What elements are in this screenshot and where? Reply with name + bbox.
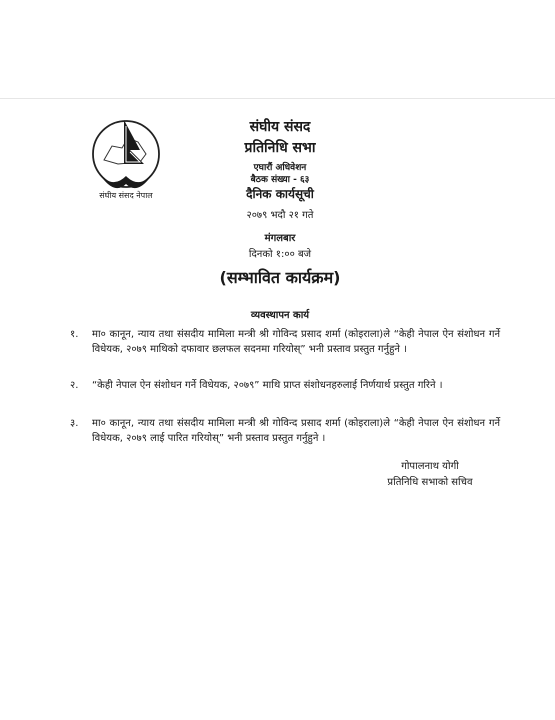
signatory-position: प्रतिनिधि सभाको सचिव	[387, 477, 473, 488]
agenda-item-number: १.	[70, 329, 79, 340]
agenda-title: (सम्भावित कार्यक्रम)	[219, 268, 341, 287]
time-label: दिनको १:०० बजे	[248, 249, 312, 260]
title-house-of-representatives: प्रतिनिधि सभा	[244, 140, 316, 156]
weekday-label: मंगलबार	[264, 233, 296, 244]
logo-emblem-icon	[78, 114, 174, 204]
agenda-item-number: २.	[70, 380, 79, 391]
agenda-item-1	[70, 327, 500, 357]
agenda-item-number: ३.	[70, 418, 79, 429]
signatory-name: गोपालनाथ योगी	[401, 461, 459, 472]
daily-schedule-title: दैनिक कार्यसूची	[246, 187, 314, 201]
agenda-item-text: “केही नेपाल ऐन संशोधन गर्ने विधेयक, २०७९” माथि प्राप्त संशोधनहरुलाई निर्णयार्थ प्रस्तुत गरिने ।	[92, 380, 443, 391]
logo-caption: संघीय संसद नेपाल	[99, 191, 153, 200]
agenda-item-text: मा० कानून, न्याय तथा संसदीय मामिला मन्त्री श्री गोविन्द प्रसाद शर्मा (कोइराला)ले “केही नेपाल ऐन संशोधन गर्ने विधेयक, २०७९ माथिको दफावार छलफल सदनमा गरियोस्” भनी प्रस्ताव प्रस्तुत गर्नुहुने ।	[92, 329, 500, 355]
title-federal-parliament: संघीय संसद	[249, 119, 311, 135]
agenda-item-2	[70, 378, 500, 393]
date-label: २०७९ भदौ २१ गते	[246, 210, 314, 221]
section-title: व्यवस्थापन कार्य	[250, 310, 310, 321]
top-divider	[0, 98, 555, 99]
session-label: एघारौं अधिवेशन	[253, 163, 307, 173]
agenda-item-text: मा० कानून, न्याय तथा संसदीय मामिला मन्त्री श्री गोविन्द प्रसाद शर्मा (कोइराला)ले “केही नेपाल ऐन संशोधन गर्ने विधेयक, २०७९ लाई पारित गरियोस्” भनी प्रस्ताव प्रस्तुत गर्नुहुने ।	[92, 418, 500, 444]
agenda-item-3	[70, 416, 500, 446]
parliament-logo	[78, 114, 174, 204]
meeting-number: बैठक संख्या - ६३	[250, 175, 310, 185]
